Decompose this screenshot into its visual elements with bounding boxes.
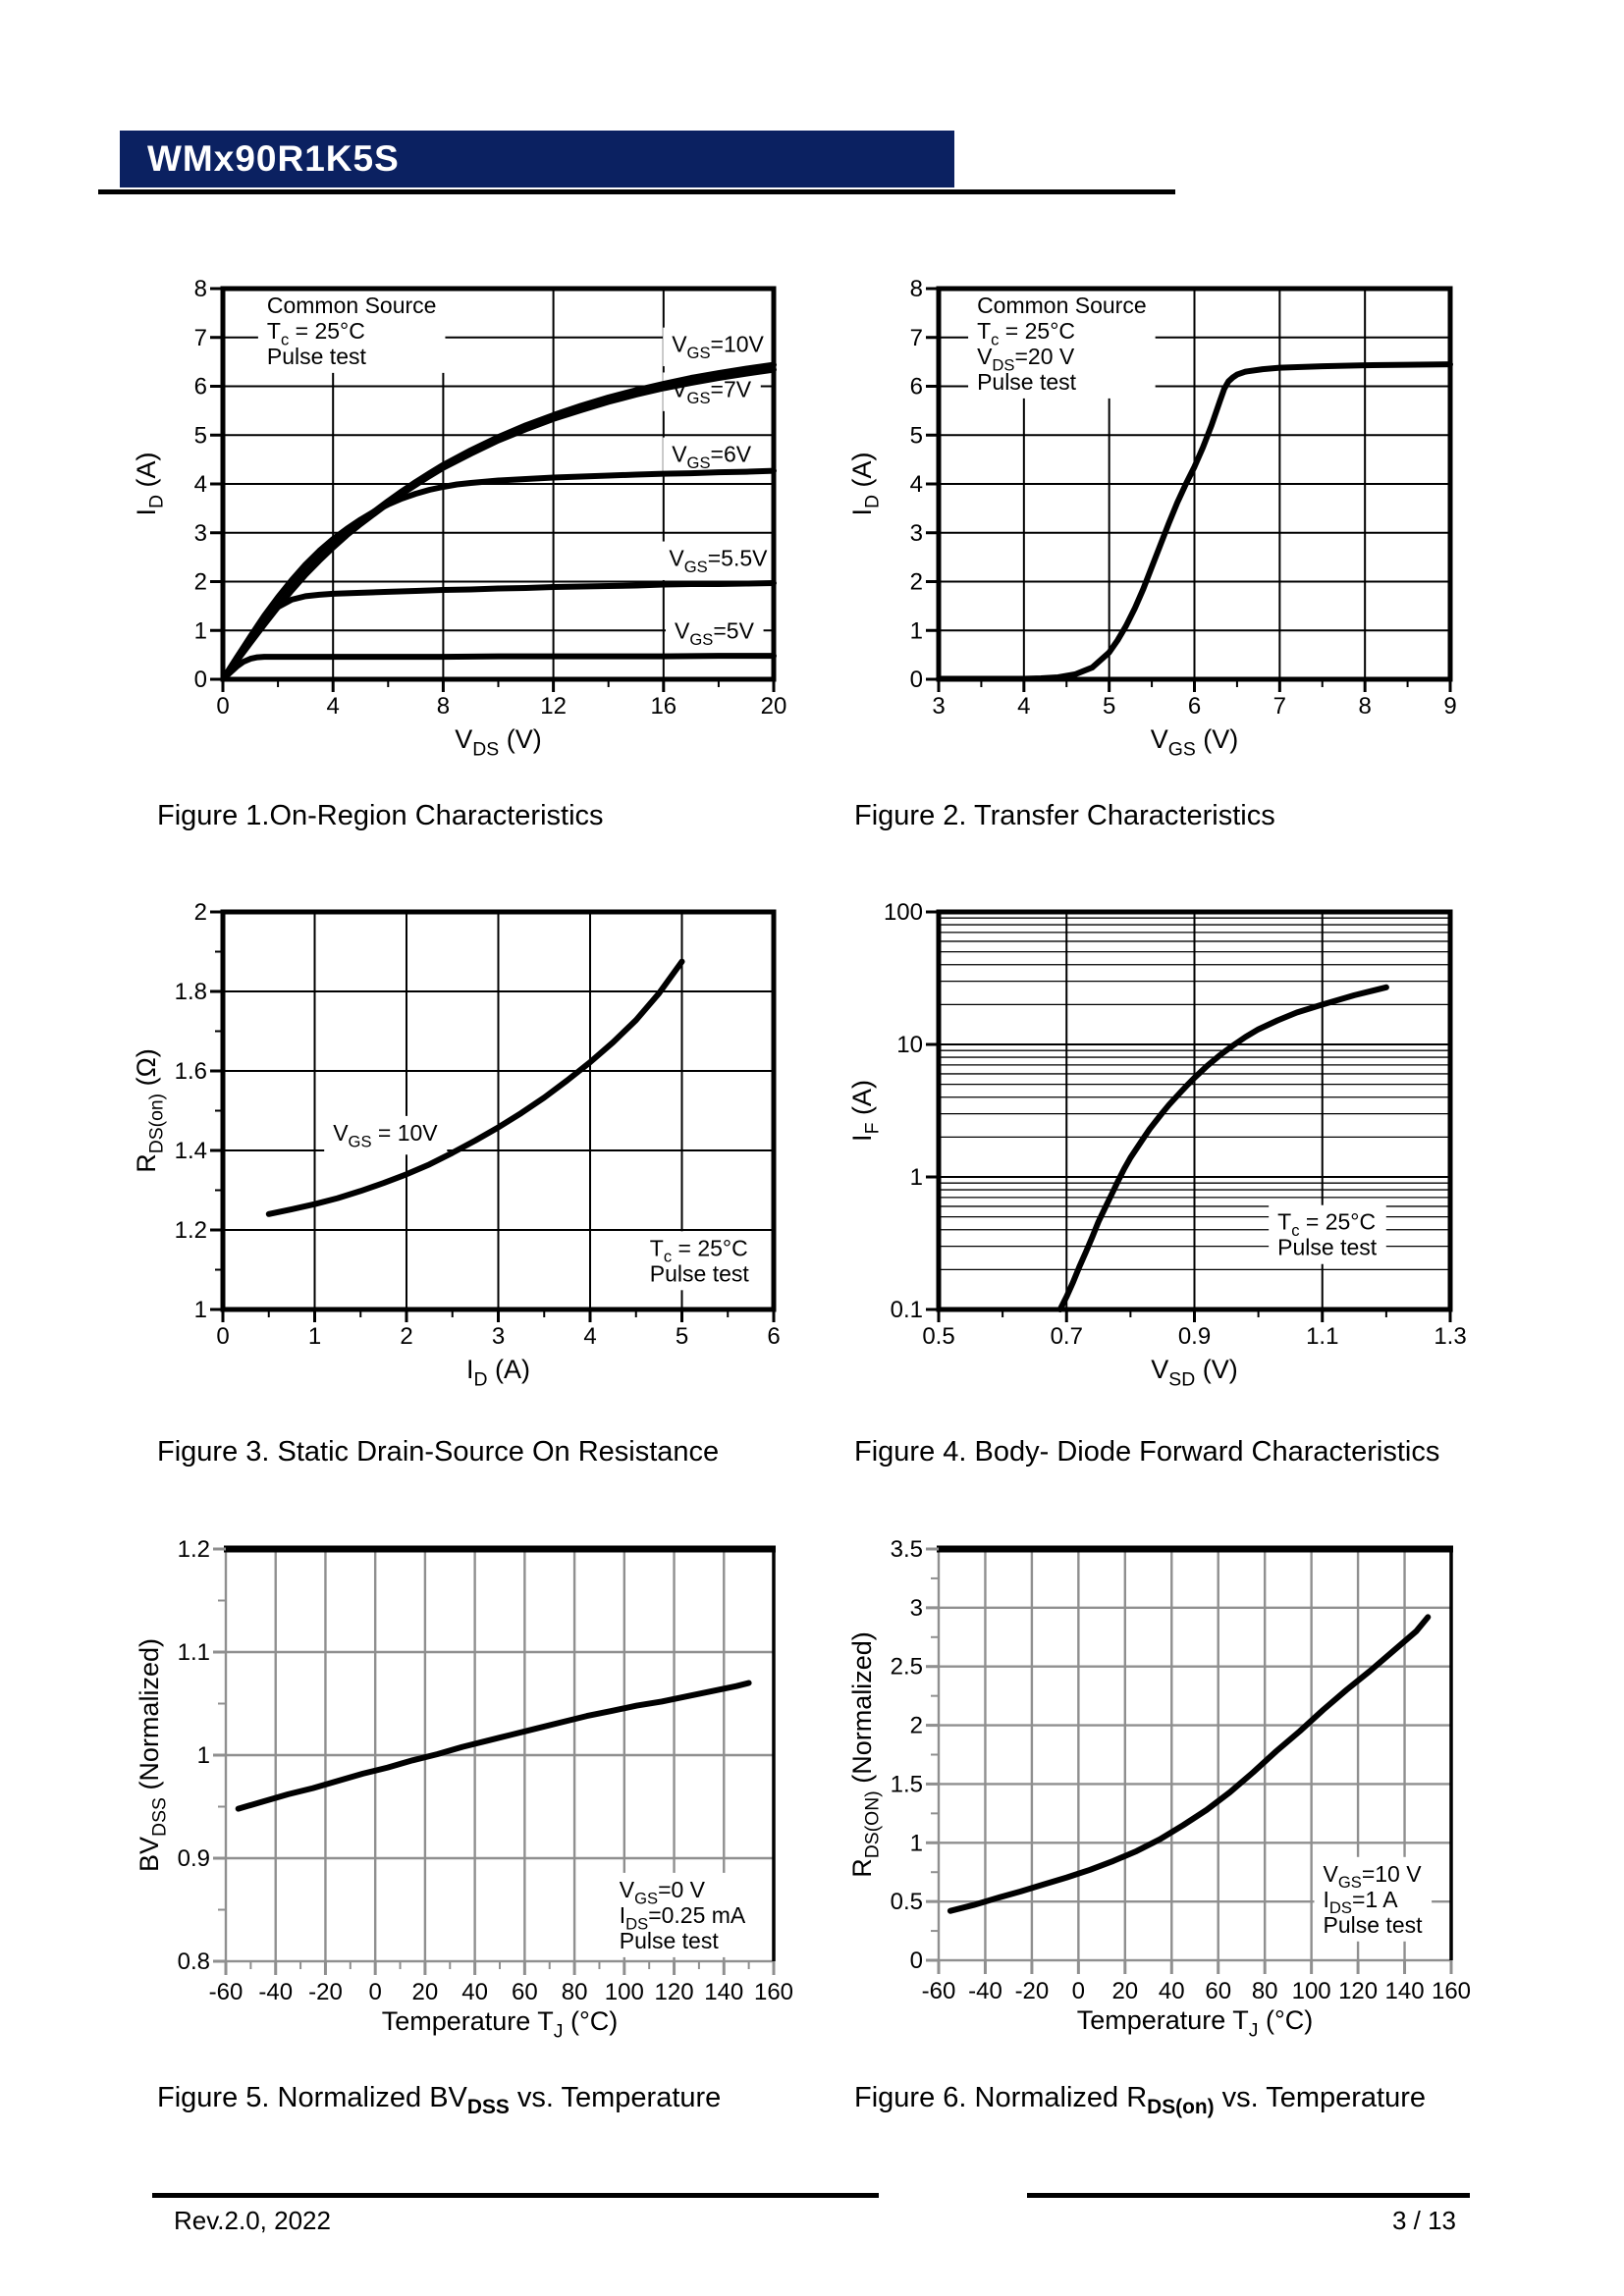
figure-5-chart (135, 1536, 793, 2043)
y-tick-label: 3 (909, 519, 923, 547)
y-tick-label: 7 (193, 324, 207, 351)
figure-1-curve-label (660, 542, 777, 580)
x-tick-label: 120 (1338, 1977, 1379, 2004)
annotation-line: $T_c = 25^\circ C$ (1277, 1208, 1377, 1241)
figure-2-annotation (968, 289, 1156, 399)
figure-1-curve-label (666, 614, 764, 653)
footer-divider-left (152, 2193, 879, 2198)
figure-4-chart (847, 899, 1467, 1391)
x-tick-label: 5 (1102, 692, 1116, 720)
figure-3-chart (132, 899, 781, 1391)
y-tick-label: 3 (193, 519, 207, 547)
x-axis-title: $I_D$ (A) (465, 1355, 531, 1391)
figure-4-caption: Figure 4. Body- Diode Forward Characteristics (854, 1436, 1440, 1468)
part-number-title: WMx90R1K5S (147, 138, 400, 179)
annotation-line: $T_c = 25^\circ C$ (649, 1235, 748, 1266)
x-tick-label: 4 (326, 692, 340, 720)
curve-label-text: $V_{GS}=5V$ (675, 617, 754, 650)
x-tick-label: 1 (307, 1322, 322, 1350)
x-tick-label: 40 (461, 1978, 488, 2005)
y-tick-label: 3 (909, 1594, 923, 1622)
x-tick-label: 5 (675, 1322, 689, 1350)
y-tick-label: 0 (909, 1948, 923, 1974)
figure-6-annotation (1315, 1857, 1433, 1942)
x-axis-title: $V_{SD}$ (V) (1151, 1355, 1238, 1391)
y-tick-label: 4 (909, 471, 923, 498)
x-tick-label: 0.5 (922, 1322, 955, 1350)
annotation-line: Pulse test (1277, 1234, 1378, 1260)
curve-label-text: $V_{GS} = 10V$ (333, 1119, 438, 1151)
y-tick-label: 1.4 (174, 1138, 207, 1164)
y-tick-label: 10 (896, 1032, 923, 1058)
y-tick-label: 0 (909, 667, 923, 693)
figure-1-annotation (258, 289, 446, 373)
x-tick-label: 3 (491, 1322, 506, 1350)
x-tick-label: 140 (1384, 1977, 1425, 2004)
x-tick-label: 100 (1291, 1977, 1331, 2004)
x-tick-label: 20 (411, 1978, 439, 2005)
x-tick-label: 160 (1431, 1977, 1472, 2004)
y-axis-title: $I_D$ (A) (132, 452, 168, 516)
x-tick-label: 60 (512, 1978, 538, 2005)
y-tick-label: 1 (193, 1297, 207, 1323)
y-axis-title: $BV_{DSS}$ (Normalized) (135, 1638, 171, 1872)
y-tick-label: 4 (193, 471, 207, 498)
x-tick-label: 160 (753, 1978, 794, 2005)
annotation-line: $I_{DS}=1$ A (1323, 1886, 1398, 1918)
curve-label-text: $V_{GS}=5.5V$ (669, 545, 768, 576)
annotation-line: Common Source (977, 292, 1147, 318)
figure-3-curve-label (324, 1116, 447, 1154)
x-tick-label: 9 (1443, 692, 1457, 720)
annotation-line: $T_c = 25^\circ C$ (977, 317, 1076, 349)
x-tick-label: 0.7 (1050, 1322, 1083, 1350)
annotation-line: Common Source (266, 292, 437, 318)
y-tick-label: 1.2 (177, 1536, 210, 1563)
y-tick-label: 6 (909, 373, 923, 400)
x-tick-label: 3 (932, 692, 946, 720)
x-tick-label: -20 (1014, 1977, 1050, 2004)
annotation-line: $T_c = 25^\circ C$ (266, 317, 365, 349)
figure-1-chart (132, 276, 786, 761)
y-tick-label: 2 (193, 568, 207, 596)
x-tick-label: 20 (1111, 1977, 1139, 2004)
figure-6-caption: Figure 6. Normalized $R_{DS(on)}$ vs. Temperature (854, 2082, 1427, 2118)
annotation-line: $I_{DS}=0.25$ mA (619, 1901, 746, 1934)
y-tick-label: 2 (909, 1712, 923, 1739)
x-tick-label: 1.3 (1434, 1322, 1467, 1350)
y-tick-label: 5 (193, 422, 207, 450)
annotation-line: Pulse test (1323, 1911, 1423, 1938)
x-tick-label: 12 (540, 692, 567, 720)
annotation-line: Pulse test (649, 1260, 749, 1287)
annotation-line: $V_{DS}=20$ V (977, 343, 1075, 375)
annotation-line: Pulse test (977, 368, 1077, 395)
x-tick-label: -20 (308, 1978, 343, 2005)
annotation-line: Pulse test (266, 343, 366, 369)
annotation-line: $V_{GS}=10$ V (1323, 1860, 1422, 1893)
x-tick-label: 40 (1158, 1977, 1185, 2004)
figure-3-series-rdson-vs-id (269, 962, 682, 1214)
annotation-line: $V_{GS}=0$ V (619, 1876, 706, 1908)
figure-5-annotation (611, 1873, 755, 1957)
y-axis-title: $I_D$ (A) (847, 452, 884, 516)
y-tick-label: 100 (883, 899, 923, 926)
y-tick-label: 7 (909, 324, 923, 351)
x-tick-label: 4 (583, 1322, 597, 1350)
y-tick-label: 1 (193, 617, 207, 645)
y-tick-label: 1 (909, 1830, 923, 1857)
x-axis-title: Temperature $T_J$ (°C) (381, 2006, 619, 2043)
x-tick-label: 6 (1187, 692, 1202, 720)
y-tick-label: 1.2 (174, 1217, 207, 1244)
figure-1-caption: Figure 1.On-Region Characteristics (157, 800, 604, 831)
y-tick-label: 2 (909, 568, 923, 596)
y-tick-label: 1 (909, 617, 923, 645)
x-tick-label: 0 (216, 692, 230, 720)
x-tick-label: -60 (208, 1978, 244, 2005)
x-tick-label: -40 (258, 1978, 294, 2005)
x-tick-label: 60 (1205, 1977, 1232, 2004)
x-tick-label: 2 (400, 1322, 413, 1350)
x-tick-label: 0 (1071, 1977, 1086, 2004)
x-tick-label: 4 (1017, 692, 1031, 720)
y-axis-title: $R_{DS(on)}$ (Ω) (132, 1048, 168, 1173)
y-tick-label: 0.9 (177, 1845, 210, 1872)
x-tick-label: 7 (1272, 692, 1287, 720)
figure-3-caption: Figure 3. Static Drain-Source On Resistance (157, 1436, 720, 1468)
x-axis-title: $V_{GS}$ (V) (1150, 724, 1239, 761)
y-tick-label: 0.1 (890, 1297, 923, 1323)
x-tick-label: 8 (436, 692, 451, 720)
y-tick-label: 2 (193, 899, 207, 926)
curve-label-text: $V_{GS}=10V$ (672, 331, 764, 363)
y-tick-label: 1 (196, 1742, 210, 1769)
footer-revision: Rev.2.0, 2022 (174, 2206, 331, 2235)
y-tick-label: 1.6 (174, 1058, 207, 1085)
figure-2-chart (847, 276, 1457, 761)
figure-5-caption: Figure 5. Normalized $BV_{DSS}$ vs. Temperature (157, 2082, 722, 2118)
x-tick-label: 6 (767, 1322, 781, 1350)
x-tick-label: 120 (654, 1978, 694, 2005)
x-tick-label: 20 (760, 692, 787, 720)
x-tick-label: 140 (704, 1978, 744, 2005)
x-tick-label: 0 (216, 1322, 230, 1350)
y-tick-label: 1 (909, 1164, 923, 1191)
x-tick-label: 0 (368, 1978, 382, 2005)
x-tick-label: -40 (968, 1977, 1002, 2004)
x-axis-title: $V_{DS}$ (V) (455, 724, 542, 761)
y-tick-label: 1.1 (177, 1639, 210, 1666)
y-tick-label: 0.8 (177, 1949, 210, 1975)
curve-label-text: $V_{GS}=7V$ (672, 376, 752, 407)
y-tick-label: 8 (193, 276, 207, 302)
y-tick-label: 0 (193, 667, 207, 693)
y-axis-title: $I_F$ (A) (847, 1080, 884, 1142)
footer-divider-right (1027, 2193, 1470, 2198)
x-tick-label: 1.1 (1306, 1322, 1339, 1350)
x-tick-label: 80 (1251, 1977, 1278, 2004)
y-tick-label: 6 (193, 373, 207, 400)
y-tick-label: 3.5 (890, 1536, 923, 1563)
x-tick-label: 0.9 (1177, 1322, 1212, 1350)
figure-1-curve-label (663, 328, 773, 366)
y-tick-label: 8 (909, 276, 923, 302)
x-tick-label: 80 (561, 1978, 588, 2005)
figure-3-annotation (641, 1231, 759, 1290)
y-tick-label: 0.5 (890, 1889, 923, 1916)
footer-page-number: 3 / 13 (1391, 2206, 1456, 2235)
y-tick-label: 2.5 (890, 1653, 923, 1681)
curve-label-text: $V_{GS}=6V$ (672, 441, 752, 473)
annotation-line: Pulse test (619, 1927, 719, 1953)
x-tick-label: 100 (604, 1978, 644, 2005)
y-axis-title: $R_{DS(ON)}$ (Normalized) (847, 1631, 884, 1878)
x-tick-label: 8 (1358, 692, 1372, 720)
x-tick-label: 16 (650, 692, 677, 720)
figure-6-chart (847, 1536, 1471, 2042)
y-tick-label: 1.5 (890, 1771, 923, 1798)
figure-4-axis-ticks (884, 899, 1467, 1350)
figure-2-caption: Figure 2. Transfer Characteristics (854, 800, 1275, 831)
figure-5-series-bvdss-norm (239, 1683, 749, 1809)
y-tick-label: 5 (909, 422, 923, 450)
figure-4-annotation (1269, 1205, 1386, 1264)
figure-1-series-vgs-5v (223, 656, 774, 679)
x-tick-label: -60 (921, 1977, 956, 2004)
x-axis-title: Temperature $T_J$ (°C) (1076, 2005, 1314, 2042)
y-tick-label: 1.8 (174, 979, 207, 1005)
